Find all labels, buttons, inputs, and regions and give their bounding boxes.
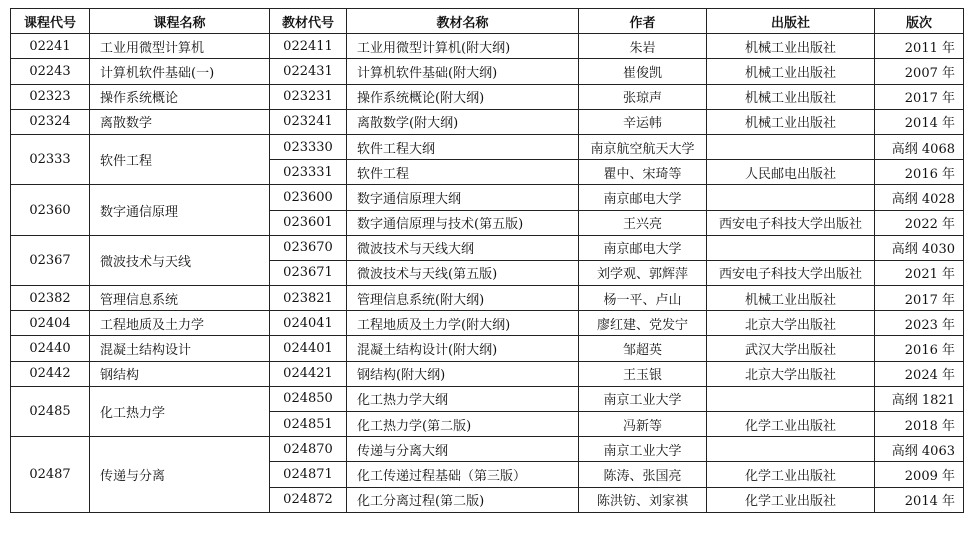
header-book-code: 教材代号 <box>270 9 347 34</box>
table-row <box>11 336 964 361</box>
table-row <box>11 286 964 311</box>
book-code-cell: 023241 <box>270 109 347 134</box>
book-code-cell: 024871 <box>270 462 347 487</box>
publisher-cell: 西安电子科技大学出版社 <box>707 210 875 235</box>
book-title-cell: 管理信息系统(附大纲) <box>347 286 579 311</box>
course-name-cell: 数字通信原理 <box>90 185 270 235</box>
publisher-cell <box>707 437 875 462</box>
textbook-table <box>10 8 964 513</box>
edition-cell: 2011 年 <box>875 34 964 59</box>
book-code-cell: 023600 <box>270 185 347 210</box>
table-row <box>11 311 964 336</box>
course-code-cell: 02333 <box>11 134 90 184</box>
book-title-cell: 传递与分离大纲 <box>347 437 579 462</box>
book-title-cell: 计算机软件基础(附大纲) <box>347 59 579 84</box>
book-title-cell: 离散数学(附大纲) <box>347 109 579 134</box>
course-code-cell: 02323 <box>11 84 90 109</box>
book-code-cell: 024850 <box>270 386 347 411</box>
edition-cell: 2014 年 <box>875 487 964 512</box>
edition-cell: 2009 年 <box>875 462 964 487</box>
author-cell: 朱岩 <box>579 34 707 59</box>
book-title-cell: 微波技术与天线(第五版) <box>347 260 579 285</box>
book-title-cell: 数字通信原理与技术(第五版) <box>347 210 579 235</box>
publisher-cell: 机械工业出版社 <box>707 59 875 84</box>
author-cell: 冯新等 <box>579 412 707 437</box>
book-code-cell: 024870 <box>270 437 347 462</box>
table-row <box>11 386 964 411</box>
course-code-cell: 02241 <box>11 34 90 59</box>
table-row <box>11 84 964 109</box>
edition-cell: 2007 年 <box>875 59 964 84</box>
book-code-cell: 023601 <box>270 210 347 235</box>
table-row <box>11 235 964 260</box>
book-code-cell: 024872 <box>270 487 347 512</box>
publisher-cell: 北京大学出版社 <box>707 311 875 336</box>
course-name-cell: 工程地质及土力学 <box>90 311 270 336</box>
edition-cell: 高纲 1821 <box>875 386 964 411</box>
course-code-cell: 02440 <box>11 336 90 361</box>
course-code-cell: 02243 <box>11 59 90 84</box>
table-row <box>11 134 964 159</box>
author-cell: 张琼声 <box>579 84 707 109</box>
course-name-cell: 计算机软件基础(一) <box>90 59 270 84</box>
publisher-cell: 化学工业出版社 <box>707 412 875 437</box>
table-row <box>11 437 964 462</box>
author-cell: 南京工业大学 <box>579 386 707 411</box>
author-cell: 王兴亮 <box>579 210 707 235</box>
course-code-cell: 02367 <box>11 235 90 285</box>
publisher-cell <box>707 185 875 210</box>
book-code-cell: 022411 <box>270 34 347 59</box>
book-title-cell: 微波技术与天线大纲 <box>347 235 579 260</box>
header-edition: 版次 <box>875 9 964 34</box>
course-code-cell: 02485 <box>11 386 90 436</box>
publisher-cell: 武汉大学出版社 <box>707 336 875 361</box>
book-code-cell: 023331 <box>270 160 347 185</box>
publisher-cell: 机械工业出版社 <box>707 84 875 109</box>
book-code-cell: 022431 <box>270 59 347 84</box>
author-cell: 崔俊凯 <box>579 59 707 84</box>
publisher-cell: 西安电子科技大学出版社 <box>707 260 875 285</box>
course-name-cell: 化工热力学 <box>90 386 270 436</box>
edition-cell: 高纲 4068 <box>875 134 964 159</box>
author-cell: 南京邮电大学 <box>579 185 707 210</box>
author-cell: 邹超英 <box>579 336 707 361</box>
header-row <box>11 9 964 34</box>
book-title-cell: 工业用微型计算机(附大纲) <box>347 34 579 59</box>
book-code-cell: 024851 <box>270 412 347 437</box>
course-name-cell: 操作系统概论 <box>90 84 270 109</box>
course-name-cell: 混凝土结构设计 <box>90 336 270 361</box>
edition-cell: 2021 年 <box>875 260 964 285</box>
table-row <box>11 185 964 210</box>
course-code-cell: 02487 <box>11 437 90 513</box>
author-cell: 王玉银 <box>579 361 707 386</box>
author-cell: 南京工业大学 <box>579 437 707 462</box>
edition-cell: 2022 年 <box>875 210 964 235</box>
author-cell: 廖红建、党发宁 <box>579 311 707 336</box>
book-code-cell: 023670 <box>270 235 347 260</box>
table-body <box>11 34 964 513</box>
edition-cell: 2017 年 <box>875 84 964 109</box>
table-row <box>11 361 964 386</box>
header-publisher: 出版社 <box>707 9 875 34</box>
publisher-cell: 机械工业出版社 <box>707 286 875 311</box>
course-name-cell: 工业用微型计算机 <box>90 34 270 59</box>
book-code-cell: 023330 <box>270 134 347 159</box>
author-cell: 南京邮电大学 <box>579 235 707 260</box>
book-title-cell: 操作系统概论(附大纲) <box>347 84 579 109</box>
author-cell: 辛运帏 <box>579 109 707 134</box>
publisher-cell: 人民邮电出版社 <box>707 160 875 185</box>
book-title-cell: 工程地质及土力学(附大纲) <box>347 311 579 336</box>
publisher-cell <box>707 386 875 411</box>
table-row <box>11 34 964 59</box>
author-cell: 陈涛、张国亮 <box>579 462 707 487</box>
course-code-cell: 02382 <box>11 286 90 311</box>
edition-cell: 2023 年 <box>875 311 964 336</box>
edition-cell: 2014 年 <box>875 109 964 134</box>
book-title-cell: 数字通信原理大纲 <box>347 185 579 210</box>
publisher-cell: 机械工业出版社 <box>707 34 875 59</box>
course-name-cell: 传递与分离 <box>90 437 270 513</box>
course-name-cell: 软件工程 <box>90 134 270 184</box>
publisher-cell <box>707 235 875 260</box>
book-code-cell: 024401 <box>270 336 347 361</box>
book-title-cell: 化工分离过程(第二版) <box>347 487 579 512</box>
edition-cell: 高纲 4063 <box>875 437 964 462</box>
book-code-cell: 024421 <box>270 361 347 386</box>
publisher-cell: 化学工业出版社 <box>707 487 875 512</box>
book-title-cell: 化工传递过程基础（第三版） <box>347 462 579 487</box>
course-name-cell: 微波技术与天线 <box>90 235 270 285</box>
course-code-cell: 02324 <box>11 109 90 134</box>
book-code-cell: 023821 <box>270 286 347 311</box>
course-code-cell: 02360 <box>11 185 90 235</box>
book-title-cell: 软件工程大纲 <box>347 134 579 159</box>
course-code-cell: 02404 <box>11 311 90 336</box>
edition-cell: 高纲 4030 <box>875 235 964 260</box>
publisher-cell: 北京大学出版社 <box>707 361 875 386</box>
table-row <box>11 109 964 134</box>
book-code-cell: 023671 <box>270 260 347 285</box>
header-course-name: 课程名称 <box>90 9 270 34</box>
edition-cell: 2017 年 <box>875 286 964 311</box>
book-title-cell: 混凝土结构设计(附大纲) <box>347 336 579 361</box>
publisher-cell <box>707 134 875 159</box>
author-cell: 陈洪钫、刘家祺 <box>579 487 707 512</box>
publisher-cell: 机械工业出版社 <box>707 109 875 134</box>
table-row <box>11 59 964 84</box>
header-book-title: 教材名称 <box>347 9 579 34</box>
author-cell: 刘学观、郭辉萍 <box>579 260 707 285</box>
edition-cell: 2016 年 <box>875 160 964 185</box>
header-course-code: 课程代号 <box>11 9 90 34</box>
author-cell: 南京航空航天大学 <box>579 134 707 159</box>
course-name-cell: 管理信息系统 <box>90 286 270 311</box>
edition-cell: 高纲 4028 <box>875 185 964 210</box>
table-wrapper <box>10 8 964 513</box>
book-title-cell: 化工热力学大纲 <box>347 386 579 411</box>
book-title-cell: 化工热力学(第二版) <box>347 412 579 437</box>
course-code-cell: 02442 <box>11 361 90 386</box>
book-title-cell: 软件工程 <box>347 160 579 185</box>
book-title-cell: 钢结构(附大纲) <box>347 361 579 386</box>
author-cell: 瞿中、宋琦等 <box>579 160 707 185</box>
book-code-cell: 023231 <box>270 84 347 109</box>
header-author: 作者 <box>579 9 707 34</box>
course-name-cell: 离散数学 <box>90 109 270 134</box>
publisher-cell: 化学工业出版社 <box>707 462 875 487</box>
course-name-cell: 钢结构 <box>90 361 270 386</box>
edition-cell: 2016 年 <box>875 336 964 361</box>
book-code-cell: 024041 <box>270 311 347 336</box>
author-cell: 杨一平、卢山 <box>579 286 707 311</box>
edition-cell: 2018 年 <box>875 412 964 437</box>
edition-cell: 2024 年 <box>875 361 964 386</box>
